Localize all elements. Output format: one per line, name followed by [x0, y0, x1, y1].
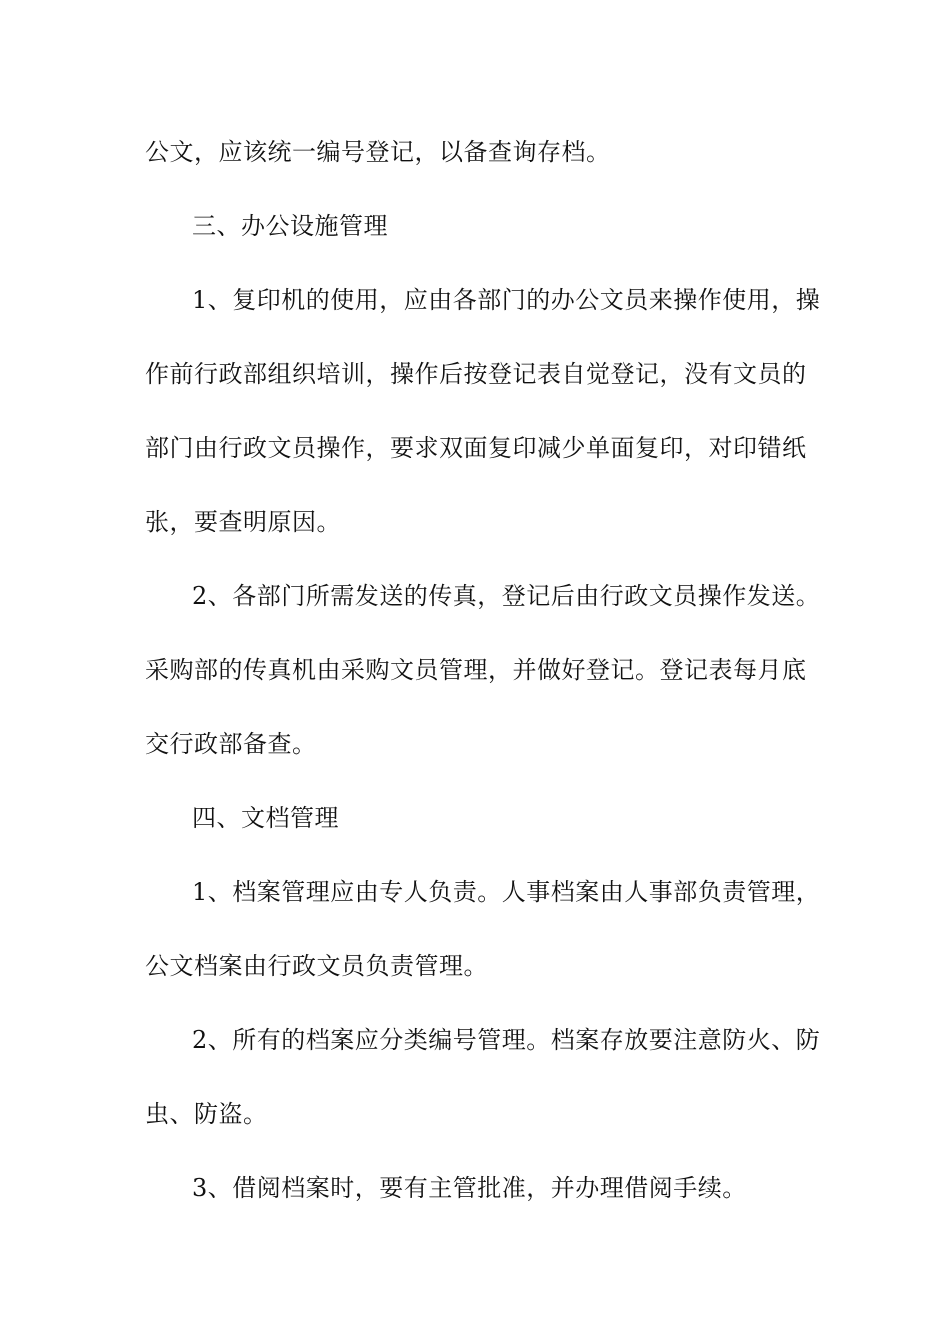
paragraph-line: 3、借阅档案时，要有主管批准，并办理借阅手续。	[192, 1174, 747, 1202]
paragraph-line: 1、复印机的使用，应由各部门的办公文员来操作使用，操	[192, 286, 821, 314]
paragraph-line: 部门由行政文员操作，要求双面复印减少单面复印，对印错纸	[145, 434, 807, 462]
paragraph-line: 1、档案管理应由专人负责。人事档案由人事部负责管理，	[192, 878, 821, 906]
paragraph-line: 2、各部门所需发送的传真，登记后由行政文员操作发送。	[192, 582, 821, 610]
section-heading: 四、文档管理	[192, 804, 339, 832]
section-heading: 三、办公设施管理	[192, 212, 388, 240]
paragraph-line: 公文，应该统一编号登记，以备查询存档。	[145, 138, 611, 166]
paragraph-line: 作前行政部组织培训，操作后按登记表自觉登记，没有文员的	[145, 360, 807, 388]
paragraph-line: 虫、防盗。	[145, 1100, 268, 1128]
paragraph-line: 公文档案由行政文员负责管理。	[145, 952, 488, 980]
paragraph-line: 张，要查明原因。	[145, 508, 341, 536]
paragraph-line: 交行政部备查。	[145, 730, 317, 758]
paragraph-line: 2、所有的档案应分类编号管理。档案存放要注意防火、防	[192, 1026, 821, 1054]
paragraph-line: 采购部的传真机由采购文员管理，并做好登记。登记表每月底	[145, 656, 807, 684]
